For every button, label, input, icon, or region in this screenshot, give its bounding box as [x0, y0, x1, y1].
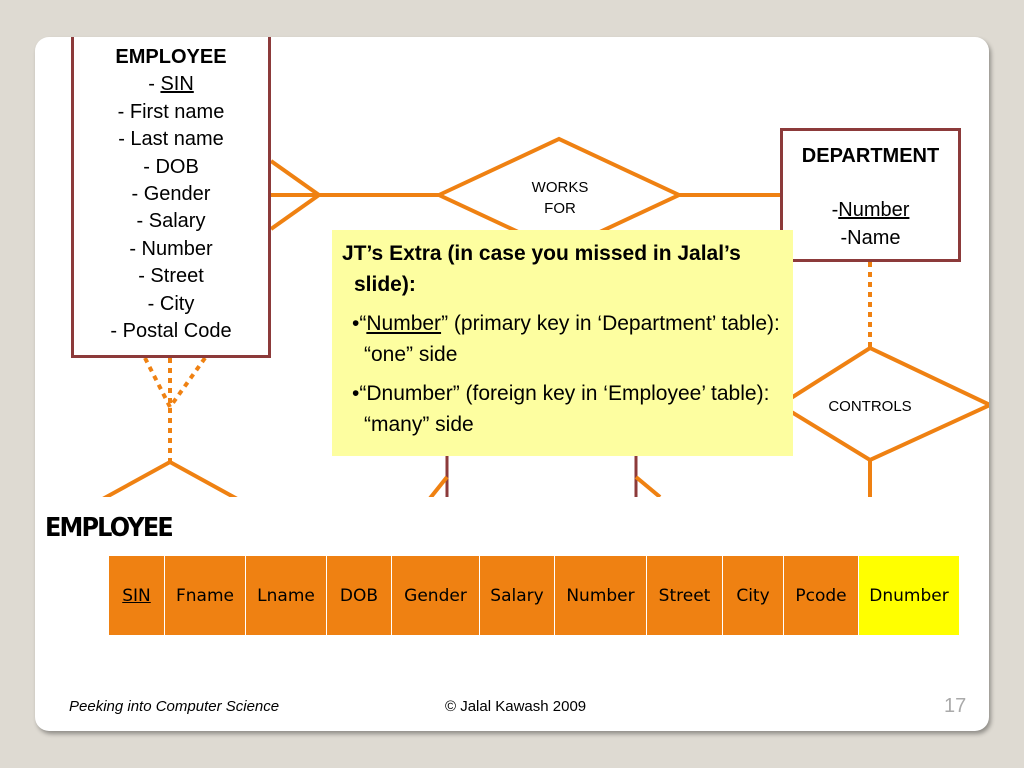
- column-label: Lname: [257, 585, 315, 606]
- works-for-label-line: WORKS: [531, 179, 589, 196]
- entity-attribute: [74, 154, 268, 181]
- column-label: Dnumber: [869, 585, 949, 606]
- column-cell: [723, 556, 784, 636]
- key-attribute-name: SIN: [160, 73, 194, 96]
- attribute-prefix: -: [117, 100, 130, 123]
- primary-key-column-cell: [109, 556, 165, 636]
- lower-left-diamond: [70, 462, 270, 497]
- entity-attribute: [74, 71, 268, 98]
- column-cell: [165, 556, 246, 636]
- column-label: Gender: [404, 585, 467, 606]
- employee-connector-bottom: [145, 358, 170, 407]
- attribute-name: DOB: [155, 155, 199, 178]
- attribute-name: Number: [141, 237, 213, 260]
- entity-attribute: [74, 318, 268, 345]
- attribute-prefix: -: [131, 183, 144, 206]
- bullet-marker: •: [352, 382, 360, 405]
- column-cell: [555, 556, 647, 636]
- entity-attribute: [74, 263, 268, 290]
- entity-attribute: [783, 225, 958, 252]
- callout-heading: JT’s Extra (in case you missed in Jalal’s slide):: [342, 242, 741, 296]
- column-cell: [246, 556, 327, 636]
- employee-entity-title: EMPLOYEE: [115, 46, 227, 68]
- column-cell: [392, 556, 480, 636]
- entity-attribute: [74, 291, 268, 318]
- bullet-text: “Dnumber” (foreign key in ‘Employee’ table): “many” side: [359, 382, 770, 436]
- entity-attribute: [74, 208, 268, 235]
- bullet-open-quote: “: [359, 312, 367, 335]
- attribute-name: City: [159, 292, 195, 315]
- entity-attribute: [74, 99, 268, 126]
- department-attribute-list: [783, 197, 958, 252]
- key-attribute-name: Number: [838, 199, 910, 222]
- attribute-prefix: -: [129, 237, 142, 260]
- department-entity: [780, 128, 961, 262]
- attribute-name: Salary: [148, 210, 206, 233]
- column-label: DOB: [339, 585, 379, 606]
- attribute-name: Gender: [143, 183, 211, 206]
- entity-attribute: [74, 126, 268, 153]
- attribute-prefix: -: [136, 210, 149, 233]
- column-label: Pcode: [795, 585, 847, 606]
- attribute-name: Last name: [130, 128, 224, 151]
- controls-label: CONTROLS: [828, 398, 912, 415]
- employee-table: [108, 555, 960, 636]
- bullet-underlined-term: Number: [366, 312, 442, 335]
- attribute-prefix: -: [138, 265, 151, 288]
- attribute-name: Postal Code: [122, 320, 232, 343]
- column-cell: [647, 556, 723, 636]
- entity-attribute: [74, 236, 268, 263]
- column-label: Salary: [490, 585, 544, 606]
- attribute-prefix: -: [143, 155, 156, 178]
- footer-course-title: Peeking into Computer Science: [69, 698, 280, 715]
- attribute-prefix: -: [147, 292, 160, 315]
- attribute-prefix: -: [118, 128, 131, 151]
- attribute-name: First name: [129, 100, 225, 123]
- column-cell: [480, 556, 555, 636]
- callout-bullet: [342, 308, 783, 370]
- bullet-marker: •: [352, 312, 360, 335]
- attribute-prefix: -: [110, 320, 123, 343]
- works-for-label: [515, 177, 605, 219]
- entity-attribute: [783, 197, 958, 224]
- slide: [35, 37, 989, 731]
- employee-table-header-row: [109, 556, 960, 636]
- column-label: Fname: [176, 585, 234, 606]
- column-label: SIN: [122, 585, 151, 606]
- column-cell: [784, 556, 859, 636]
- department-entity-title: DEPARTMENT: [801, 145, 940, 167]
- callout-bullet: [342, 378, 783, 440]
- column-label: Number: [566, 585, 635, 606]
- employee-attribute-list: [74, 71, 268, 345]
- column-label: City: [736, 585, 770, 606]
- attribute-name: Name: [847, 226, 901, 249]
- foreign-key-column-cell: [859, 556, 960, 636]
- works-for-connector-left: [271, 161, 319, 195]
- works-for-label-line: FOR: [544, 200, 576, 217]
- employee-entity: [71, 37, 271, 358]
- attribute-prefix: -: [831, 199, 839, 222]
- column-cell: [327, 556, 392, 636]
- attribute-name: Street: [150, 265, 204, 288]
- entity-attribute: [74, 181, 268, 208]
- page-number: 17: [944, 695, 967, 717]
- bullet-text: ” (primary key in ‘Department’ table): “one” side: [364, 312, 780, 366]
- footer-copyright: © Jalal Kawash 2009: [445, 698, 587, 715]
- employee-table-caption: EMPLOYEE: [45, 513, 172, 543]
- jt-extra-callout: [332, 230, 793, 456]
- column-label: Street: [658, 585, 711, 606]
- attribute-prefix: -: [148, 73, 161, 96]
- attribute-prefix: -: [840, 226, 848, 249]
